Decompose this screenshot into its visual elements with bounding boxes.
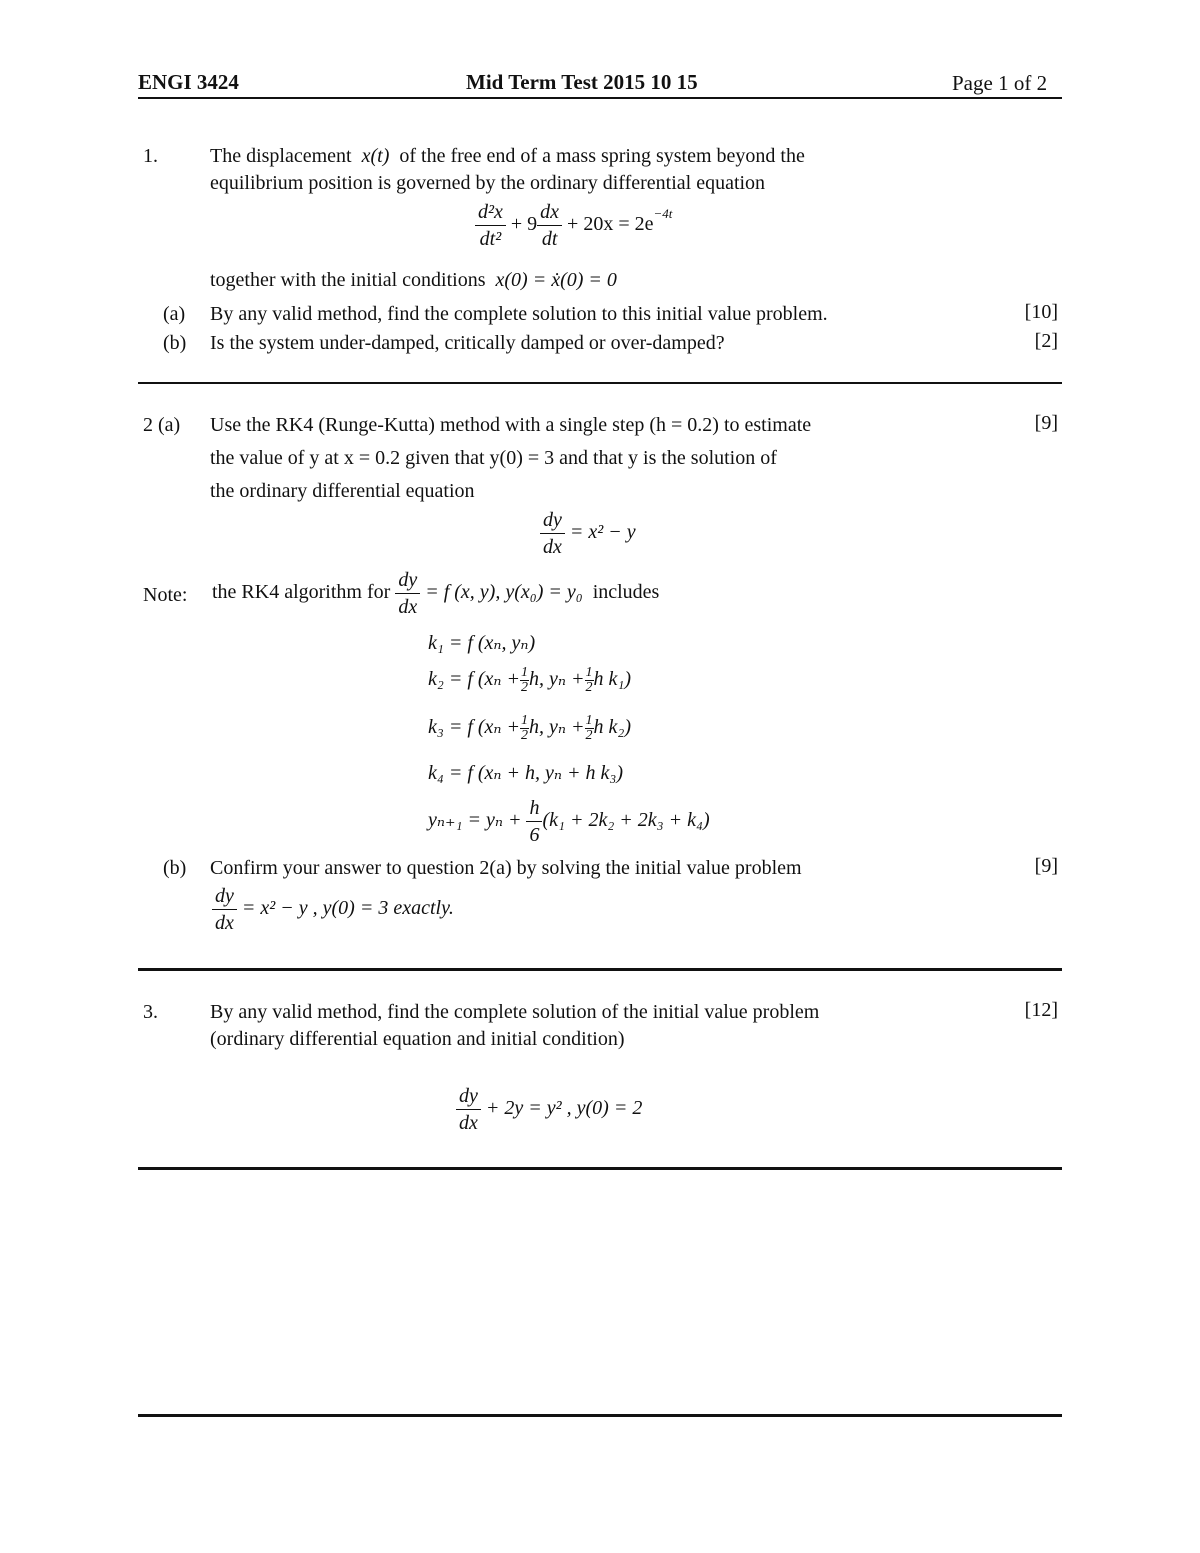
rk4-k1: k₁ = f (xₙ, yₙ) <box>428 632 536 654</box>
q3-number: 3. <box>143 1001 158 1023</box>
q1b-text: Is the system under-damped, critically damped or over-damped? <box>210 332 725 354</box>
q3-divider <box>138 1167 1062 1170</box>
q1a-mark: [10] <box>1024 301 1058 323</box>
q1a-text: By any valid method, find the complete solution to this initial value problem. <box>210 303 828 325</box>
rk4-k4: k₄ = f (xₙ + h, yₙ + h k₃) <box>428 762 623 784</box>
rk4-note: the RK4 algorithm for $\frac{dy}{dx}$ = f (x, y), y(x₀) = y₀ includes <box>212 569 660 618</box>
header-rule <box>138 97 1062 99</box>
q2b-text: Confirm your answer to question 2(a) by solving the initial value problem <box>210 857 802 879</box>
q1-number: 1. <box>143 145 158 167</box>
course-code: ENGI 3424 <box>138 70 239 94</box>
q2b-ivp: $\frac{dy}{dx}$ = x² − y , y(0) = 3 exactly. <box>212 884 454 935</box>
rk4-k2: k₂ = f (xₙ + $\frac{1}{2}$ h, yₙ + $\frac{1}{2}$ h k₁) <box>428 665 632 695</box>
q2a-mark: [9] <box>1034 412 1058 434</box>
page-number: Page 1 of 2 <box>952 71 1048 95</box>
q2a-line2: the value of y at x = 0.2 given that y(0) = 3 and that y is the solution of <box>210 447 777 469</box>
q1-divider <box>138 382 1062 384</box>
q1-line2: equilibrium position is governed by the ordinary differential equation <box>210 172 766 194</box>
rk4-update: yₙ₊₁ = yₙ + $\frac{h}{6}$ (k₁ + 2k₂ + 2k₃ + k₄) <box>428 797 710 846</box>
q1b-label: (b) <box>163 332 187 354</box>
q1-ode: $\frac{\text{d²x}}{\text{dt²}}$ + 9 $\frac{dx}{dt}$ + $20x = 2e^{-4t}$ <box>475 200 672 251</box>
q1b-mark: [2] <box>1034 330 1058 352</box>
q1-line1: The displacement x(t) of the free end of a mass spring system beyond the <box>210 145 805 167</box>
note-label: Note: <box>143 584 188 606</box>
rk4-k3: k₃ = f (xₙ + $\frac{1}{2}$ h, yₙ + $\frac{1}{2}$ h k₂) <box>428 713 632 743</box>
test-title: Mid Term Test 2015 10 15 <box>466 70 698 94</box>
q2b-mark: [9] <box>1034 855 1058 877</box>
q2a-line3: the ordinary differential equation <box>210 480 475 502</box>
q1a-label: (a) <box>163 303 186 325</box>
q3-mark: [12] <box>1024 999 1058 1021</box>
footer-rule <box>138 1414 1062 1417</box>
q2a-line1: Use the RK4 (Runge-Kutta) method with a single step (h = 0.2) to estimate <box>210 414 812 436</box>
q3-line1: By any valid method, find the complete solution of the initial value problem <box>210 1001 820 1023</box>
q2a-number: 2 (a) <box>143 414 181 436</box>
q2-ode: $\frac{dy}{dx}$ = x² − y <box>540 508 636 559</box>
q2-divider <box>138 968 1062 971</box>
q3-line2: (ordinary differential equation and initial condition) <box>210 1028 625 1050</box>
q1-initial-conditions: together with the initial conditions x(0) = ẋ(0) = 0 <box>210 269 617 291</box>
q2b-label: (b) <box>163 857 187 879</box>
q3-ode: $\frac{dy}{dx}$ + 2y = y² , y(0) = 2 <box>456 1084 642 1135</box>
